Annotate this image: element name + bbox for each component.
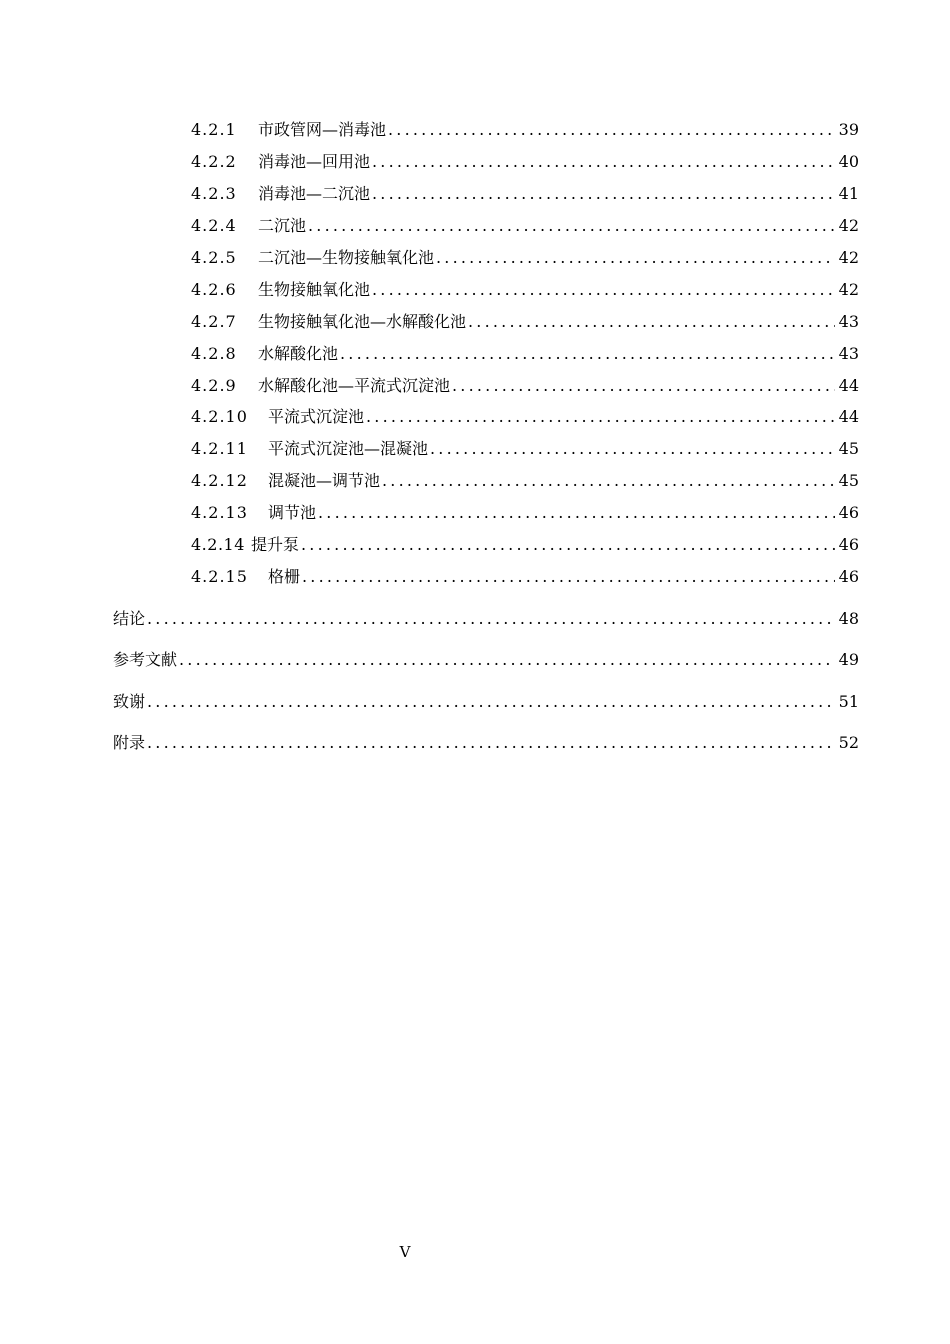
toc-leader-dots: [308, 215, 835, 237]
toc-entry-title: 提升泵: [251, 535, 300, 554]
toc-entry-4-2-13[interactable]: [191, 502, 859, 524]
toc-entry-page: 43: [838, 312, 859, 331]
toc-entry-number: 4.2.1: [191, 120, 237, 139]
toc-entry-number: 4.2.13: [191, 503, 248, 522]
toc-entry-page: 46: [838, 503, 859, 522]
toc-entry-4-2-12[interactable]: [191, 470, 859, 492]
toc-entry-title: 平流式沉淀池—混凝池: [268, 439, 429, 458]
toc-entry-4-2-6[interactable]: [191, 279, 859, 301]
toc-chapter-title: 附录: [113, 733, 146, 752]
toc-entry-number: 4.2.2: [191, 152, 237, 171]
toc-leader-dots: [147, 732, 835, 754]
toc-entry-number: 4.2.3: [191, 184, 237, 203]
toc-leader-dots: [301, 534, 835, 556]
toc-entry-page: 44: [838, 376, 859, 395]
toc-entry-page: 45: [838, 471, 859, 490]
toc-entry-number: 4.2.8: [191, 344, 237, 363]
toc-entry-title: 消毒池—二沉池: [258, 184, 371, 203]
toc-entry-4-2-14[interactable]: [191, 534, 859, 556]
toc-leader-dots: [436, 247, 835, 269]
toc-entry-title: 生物接触氧化池: [258, 280, 371, 299]
toc-entry-page: 39: [838, 120, 859, 139]
toc-entry-4-2-4[interactable]: [191, 215, 859, 237]
toc-entry-title: 二沉池—生物接触氧化池: [258, 248, 435, 267]
toc-entry-4-2-3[interactable]: [191, 183, 859, 205]
toc-entry-4-2-15[interactable]: [191, 566, 859, 588]
toc-entry-title: 消毒池—回用池: [258, 152, 371, 171]
toc-entry-4-2-11[interactable]: [191, 438, 859, 460]
toc-entry-4-2-1[interactable]: [191, 119, 859, 141]
toc-entry-number: 4.2.9: [191, 376, 237, 395]
toc-entry-number: 4.2.11: [191, 439, 248, 458]
toc-entry-number: 4.2.15: [191, 567, 248, 586]
toc-entry-page: 46: [838, 567, 859, 586]
toc-leader-dots: [372, 183, 835, 205]
toc-chapter-acknowledgements[interactable]: [113, 691, 859, 713]
toc-entry-title: 水解酸化池—平流式沉淀池: [258, 376, 451, 395]
toc-entry-page: 42: [838, 216, 859, 235]
toc-leader-dots: [147, 691, 835, 713]
toc-leader-dots: [366, 406, 835, 428]
toc-entry-title: 水解酸化池: [258, 344, 339, 363]
toc-chapter-page: 52: [838, 733, 859, 752]
toc-leader-dots: [468, 311, 835, 333]
toc-leader-dots: [382, 470, 835, 492]
toc-entry-4-2-2[interactable]: [191, 151, 859, 173]
toc-entry-4-2-9[interactable]: [191, 375, 859, 397]
toc-leader-dots: [147, 608, 835, 630]
toc-entry-page: 41: [838, 184, 859, 203]
toc-leader-dots: [388, 119, 835, 141]
toc-entry-title: 混凝池—调节池: [268, 471, 381, 490]
toc-entry-4-2-8[interactable]: [191, 343, 859, 365]
toc-leader-dots: [318, 502, 835, 524]
toc-entry-page: 46: [838, 535, 859, 554]
toc-leader-dots: [372, 279, 835, 301]
toc-entry-number: 4.2.6: [191, 280, 237, 299]
toc-chapter-conclusion[interactable]: [113, 608, 859, 630]
toc-entry-page: 40: [838, 152, 859, 171]
toc-entry-page: 42: [838, 280, 859, 299]
toc-chapter-title: 参考文献: [113, 650, 178, 669]
toc-leader-dots: [452, 375, 835, 397]
page-number: V: [399, 1243, 411, 1261]
toc-chapter-page: 51: [838, 692, 859, 711]
toc-entry-number: 4.2.7: [191, 312, 237, 331]
toc-entry-number: 4.2.4: [191, 216, 237, 235]
toc-entry-page: 45: [838, 439, 859, 458]
toc-chapter-page: 48: [838, 609, 859, 628]
toc-entry-page: 43: [838, 344, 859, 363]
toc-leader-dots: [430, 438, 835, 460]
toc-entry-title: 平流式沉淀池: [268, 407, 365, 426]
toc-entry-title: 市政管网—消毒池: [258, 120, 387, 139]
toc-entry-title: 格栅: [268, 567, 301, 586]
toc-entry-number: 4.2.10: [191, 407, 248, 426]
toc-entry-4-2-5[interactable]: [191, 247, 859, 269]
toc-leader-dots: [340, 343, 835, 365]
toc-entry-page: 44: [838, 407, 859, 426]
toc-entry-number: 4.2.12: [191, 471, 248, 490]
toc-entry-4-2-10[interactable]: [191, 406, 859, 428]
toc-chapter-references[interactable]: [113, 649, 859, 671]
toc-entry-page: 42: [838, 248, 859, 267]
toc-leader-dots: [372, 151, 835, 173]
toc-chapter-page: 49: [838, 650, 859, 669]
toc-chapter-title: 致谢: [113, 692, 146, 711]
toc-leader-dots: [302, 566, 835, 588]
toc-entry-title: 二沉池: [258, 216, 307, 235]
toc-entry-title: 生物接触氧化池—水解酸化池: [258, 312, 467, 331]
toc-leader-dots: [179, 649, 835, 671]
toc-entry-title: 调节池: [268, 503, 317, 522]
toc-chapter-appendix[interactable]: [113, 732, 859, 754]
toc-entry-4-2-7[interactable]: [191, 311, 859, 333]
toc-entry-number: 4.2.14: [191, 535, 245, 554]
toc-entry-number: 4.2.5: [191, 248, 237, 267]
toc-chapter-title: 结论: [113, 609, 146, 628]
